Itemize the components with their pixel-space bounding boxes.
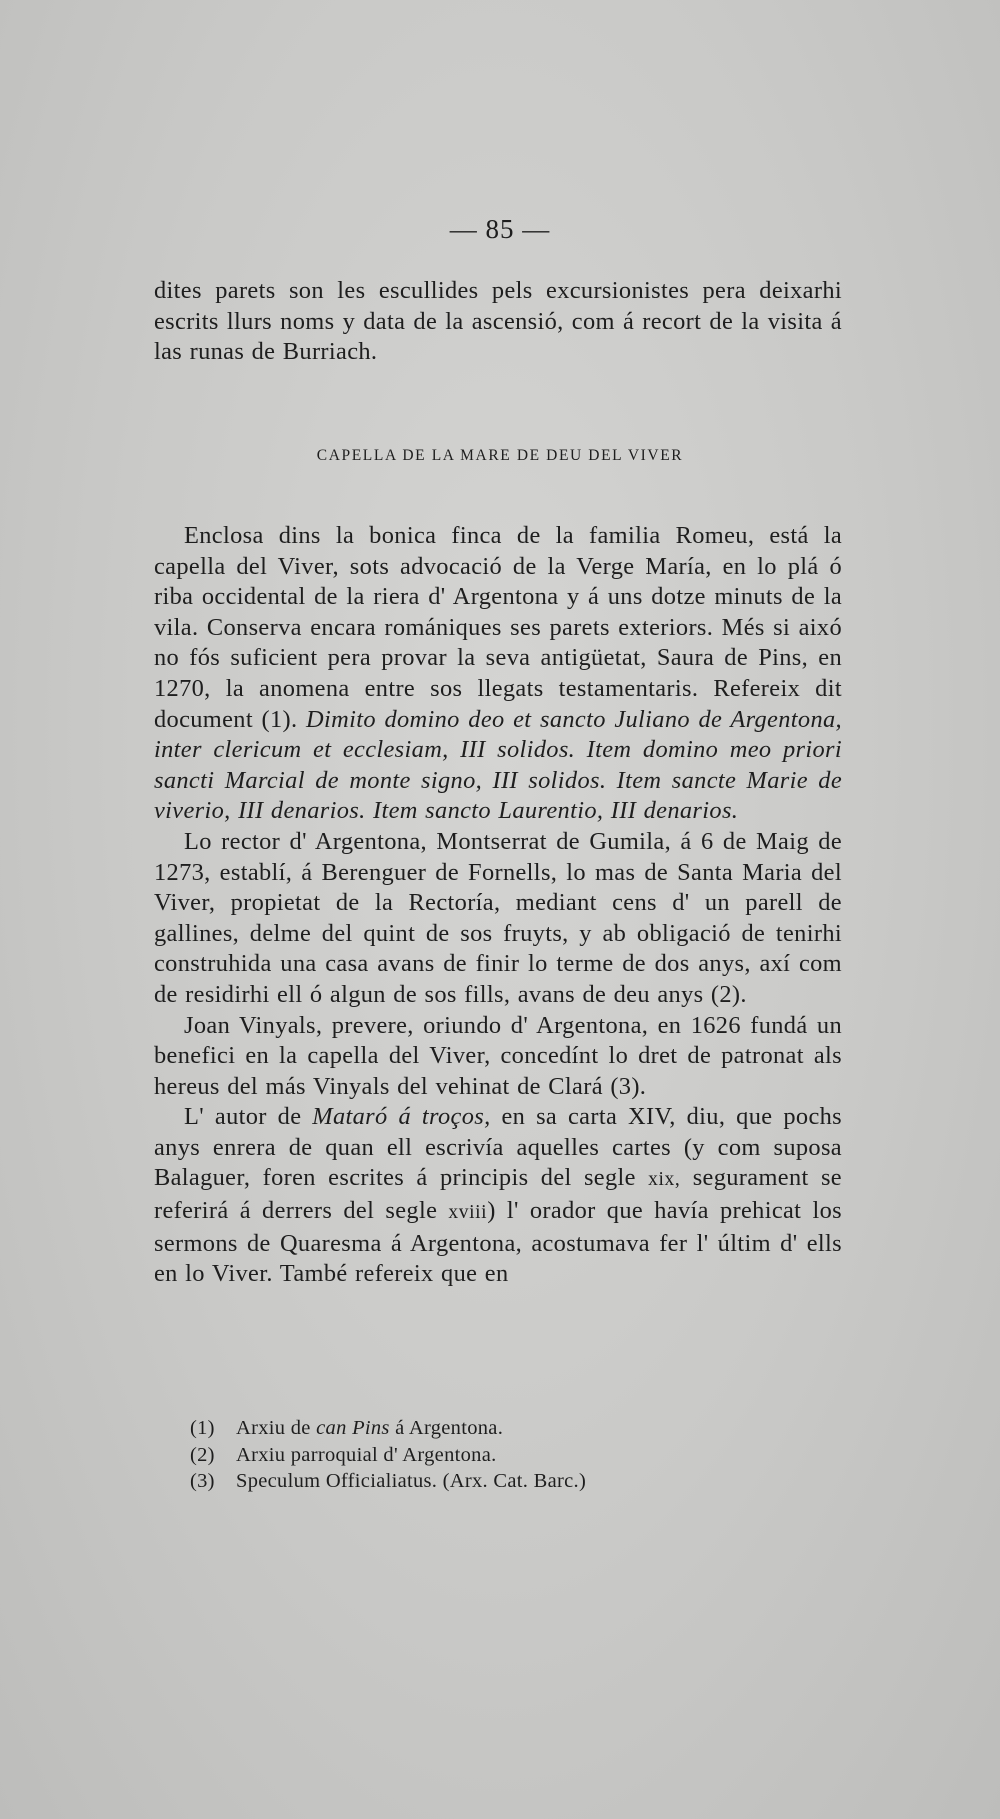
paragraph-4-rest-2: segurament se referirá á derrers del segle: [154, 1164, 842, 1225]
footnote-1-before: Arxiu de: [236, 1417, 311, 1439]
footnote-3: [190, 1468, 810, 1495]
footnote-2-mark: (2): [190, 1443, 215, 1466]
latin-quote: Dimito domino deo et sancto Juliano de Argentona, inter clericum et ecclesiam, III solidos. Item domino meo priori sancti Marcial de monte signo, III solidos. Item sancte Marie de viverio, III denarios. Item sancto Laurentio, III denarios.: [154, 705, 842, 825]
paragraph-4-lead: L' autor de: [184, 1103, 302, 1131]
paragraph-3: Joan Vinyals, prevere, oriundo d' Argentona, en 1626 fundá un benefici en la capella del Viver, concedínt lo dret de patronat als hereus del más Vinyals del vehinat de Clará (3).: [154, 1011, 842, 1100]
footnote-1-mark: (1): [190, 1417, 215, 1439]
section-heading: CAPELLA DE LA MARE DE DEU DEL VIVER: [316, 447, 684, 464]
book-title: Mataró á troços,: [312, 1103, 491, 1131]
footnote-1: [190, 1415, 810, 1442]
intro-paragraph: [154, 276, 842, 368]
footnote-1-after: á Argentona.: [395, 1417, 504, 1439]
paragraph-4: [154, 1102, 842, 1290]
paragraph-1-text: Enclosa dins la bonica finca de la familia Romeu, está la capella del Viver, sots advocació de la Verge María, en lo plá ó riba occidental de la riera d' Argentona y á uns dotze minuts de la vila. Conserva encara romániques ses parets exteriors. Més si aixó no fós suficient pera provar la seva antigüetat, Saura de Pins, en 1270, la anomena entre sos llegats testamentaris. Refereix dit document (1).: [154, 522, 842, 733]
footnote-3-body: Speculum Officialiatus. (Arx. Cat. Barc.): [236, 1470, 587, 1492]
paragraph-2: Lo rector d' Argentona, Montserrat de Gumila, á 6 de Maig de 1273, establí, á Berenguer de Fornells, lo mas de Santa Maria del Viver, propietat de la Rectoría, mediant cens d' un parell de gallines, delme del quint de sos fruyts, y ab obligació de tenirhi construhida una casa avans de finir lo terme de dos anys, axí com de residirhi ell ó algun de sos fills, avans de deu anys (2).: [154, 827, 842, 1008]
footnotes: [190, 1415, 810, 1495]
footnote-1-body: [236, 1415, 503, 1442]
footnote-2-body: Arxiu parroquial d' Argentona.: [236, 1443, 497, 1466]
footnote-3-mark: (3): [190, 1470, 215, 1492]
paragraph-1: [154, 521, 842, 827]
footnote-1-italic: can Pins: [316, 1417, 390, 1439]
paragraph-4-rest-3: ) l' orador que havía prehicat los sermons de Quaresma á Argentona, acostumava fer l' últim d' ells en lo Viver. També refereix que en: [154, 1197, 842, 1288]
page-number: — 85 —: [449, 214, 551, 244]
intro-paragraph-text: dites parets son les escullides pels excursionistes pera deixarhi escrits llurs noms y data de la ascensió, com á recort de la visita á las runas de Burriach.: [154, 277, 842, 366]
century-xviii: xviii: [448, 1202, 488, 1224]
century-xix: xix,: [648, 1169, 681, 1191]
main-text: [154, 521, 842, 1290]
footnote-2: [190, 1442, 810, 1469]
paragraph-4-rest-1: en sa carta XIV, diu, que pochs anys enrera de quan ell escrivía aquelles cartes (y com suposa Balaguer, foren escrites á principis del segle: [154, 1103, 843, 1192]
